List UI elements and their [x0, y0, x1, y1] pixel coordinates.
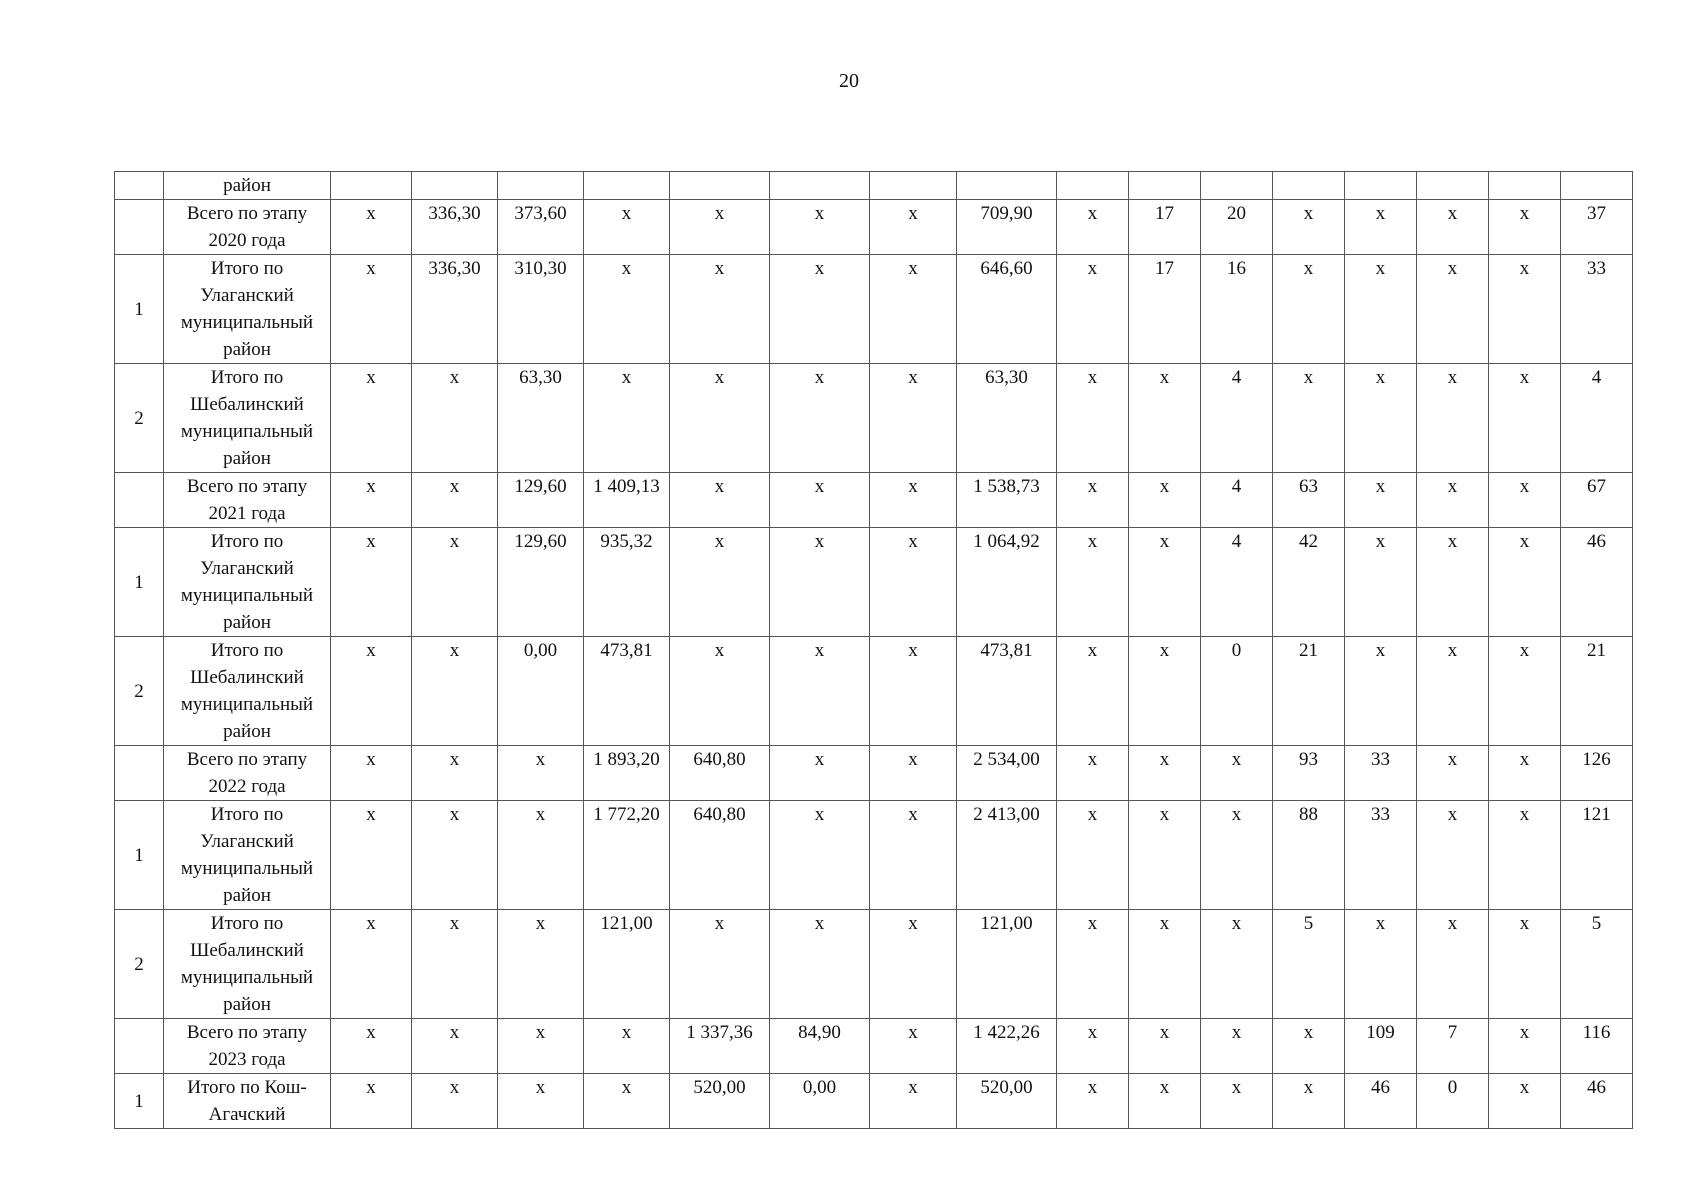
row-number-cell: 2	[115, 364, 164, 473]
value-cell: х	[1129, 1074, 1201, 1129]
value-cell: х	[770, 200, 870, 255]
value-cell: х	[412, 473, 498, 528]
value-cell: х	[1273, 200, 1345, 255]
value-cell: х	[331, 1074, 412, 1129]
row-number-cell	[115, 1019, 164, 1074]
value-cell: х	[1129, 746, 1201, 801]
value-cell: х	[1345, 200, 1417, 255]
value-cell: х	[670, 910, 770, 1019]
value-cell	[1273, 172, 1345, 200]
value-cell: х	[1489, 473, 1561, 528]
table-row	[115, 364, 1633, 473]
value-cell	[331, 172, 412, 200]
value-cell: 1 337,36	[670, 1019, 770, 1074]
value-cell: х	[1345, 910, 1417, 1019]
table-row	[115, 255, 1633, 364]
table-row	[115, 200, 1633, 255]
value-cell: 2 413,00	[957, 801, 1057, 910]
value-cell: х	[870, 637, 957, 746]
value-cell: х	[331, 200, 412, 255]
value-cell: 310,30	[498, 255, 584, 364]
value-cell: х	[331, 528, 412, 637]
row-number-cell: 2	[115, 637, 164, 746]
value-cell: х	[584, 1074, 670, 1129]
value-cell: 33	[1561, 255, 1633, 364]
value-cell: 93	[1273, 746, 1345, 801]
value-cell: х	[870, 910, 957, 1019]
value-cell: 21	[1561, 637, 1633, 746]
value-cell: х	[770, 255, 870, 364]
value-cell	[770, 172, 870, 200]
value-cell: 373,60	[498, 200, 584, 255]
value-cell: х	[870, 1074, 957, 1129]
value-cell: 336,30	[412, 255, 498, 364]
value-cell: 640,80	[670, 746, 770, 801]
value-cell: 63,30	[498, 364, 584, 473]
value-cell: х	[1489, 528, 1561, 637]
value-cell: 21	[1273, 637, 1345, 746]
row-name-cell: Итого по Кош-Агачский	[164, 1074, 331, 1129]
value-cell: х	[1489, 1019, 1561, 1074]
row-name-cell: Всего по этапу 2021 года	[164, 473, 331, 528]
value-cell: х	[331, 1019, 412, 1074]
value-cell: х	[1417, 746, 1489, 801]
value-cell: 0	[1417, 1074, 1489, 1129]
row-name-cell: Всего по этапу 2022 года	[164, 746, 331, 801]
value-cell: х	[498, 1074, 584, 1129]
value-cell: 33	[1345, 746, 1417, 801]
value-cell: х	[584, 200, 670, 255]
value-cell: 63,30	[957, 364, 1057, 473]
value-cell	[870, 172, 957, 200]
value-cell: х	[1417, 473, 1489, 528]
value-cell: 520,00	[670, 1074, 770, 1129]
value-cell: х	[670, 255, 770, 364]
value-cell: 5	[1561, 910, 1633, 1019]
value-cell: х	[1057, 364, 1129, 473]
value-cell: х	[1129, 1019, 1201, 1074]
value-cell: х	[331, 364, 412, 473]
value-cell: 16	[1201, 255, 1273, 364]
value-cell: х	[770, 746, 870, 801]
value-cell: х	[1489, 637, 1561, 746]
value-cell: х	[1057, 801, 1129, 910]
value-cell: х	[770, 801, 870, 910]
value-cell: х	[770, 637, 870, 746]
row-number-cell	[115, 172, 164, 200]
row-number-cell: 1	[115, 801, 164, 910]
row-name-cell: Итого по Улаганский муниципальный район	[164, 255, 331, 364]
value-cell: х	[1057, 746, 1129, 801]
value-cell	[1417, 172, 1489, 200]
value-cell	[957, 172, 1057, 200]
value-cell: 1 538,73	[957, 473, 1057, 528]
page-number: 20	[839, 70, 859, 92]
value-cell: х	[1345, 473, 1417, 528]
value-cell: х	[770, 528, 870, 637]
value-cell: х	[1201, 1074, 1273, 1129]
table-row	[115, 637, 1633, 746]
value-cell: х	[1489, 1074, 1561, 1129]
value-cell: 46	[1345, 1074, 1417, 1129]
value-cell: х	[670, 528, 770, 637]
row-name-cell: Итого по Шебалинский муниципальный район	[164, 637, 331, 746]
value-cell: х	[1129, 473, 1201, 528]
value-cell: х	[1417, 364, 1489, 473]
value-cell: 121,00	[584, 910, 670, 1019]
row-number-cell: 1	[115, 255, 164, 364]
value-cell: х	[1489, 255, 1561, 364]
value-cell: 4	[1201, 364, 1273, 473]
value-cell: х	[1273, 255, 1345, 364]
value-cell: х	[1489, 801, 1561, 910]
value-cell: х	[870, 200, 957, 255]
value-cell: х	[870, 528, 957, 637]
value-cell: х	[1273, 1019, 1345, 1074]
value-cell: 520,00	[957, 1074, 1057, 1129]
value-cell	[670, 172, 770, 200]
table-row	[115, 1019, 1633, 1074]
value-cell: х	[1417, 637, 1489, 746]
row-name-cell: район	[164, 172, 331, 200]
value-cell	[1345, 172, 1417, 200]
value-cell	[584, 172, 670, 200]
value-cell: 63	[1273, 473, 1345, 528]
value-cell: х	[331, 746, 412, 801]
value-cell: х	[331, 637, 412, 746]
value-cell: 67	[1561, 473, 1633, 528]
value-cell: 1 772,20	[584, 801, 670, 910]
value-cell: х	[412, 637, 498, 746]
value-cell: 7	[1417, 1019, 1489, 1074]
value-cell: х	[498, 801, 584, 910]
value-cell: х	[1129, 637, 1201, 746]
value-cell: х	[1273, 364, 1345, 473]
value-cell: х	[498, 746, 584, 801]
value-cell: 17	[1129, 255, 1201, 364]
table-body	[115, 172, 1633, 1129]
value-cell: х	[584, 1019, 670, 1074]
value-cell: х	[770, 910, 870, 1019]
value-cell: х	[1345, 637, 1417, 746]
value-cell: 5	[1273, 910, 1345, 1019]
value-cell: х	[670, 200, 770, 255]
value-cell: х	[1129, 801, 1201, 910]
value-cell: х	[1057, 255, 1129, 364]
value-cell: х	[1489, 364, 1561, 473]
value-cell: х	[498, 1019, 584, 1074]
value-cell: х	[1489, 746, 1561, 801]
value-cell: 17	[1129, 200, 1201, 255]
row-name-cell: Всего по этапу 2020 года	[164, 200, 331, 255]
value-cell: х	[1057, 1019, 1129, 1074]
data-table	[114, 171, 1633, 1129]
table-row	[115, 910, 1633, 1019]
value-cell: х	[412, 1074, 498, 1129]
value-cell: х	[870, 364, 957, 473]
value-cell: х	[1345, 255, 1417, 364]
value-cell: 336,30	[412, 200, 498, 255]
value-cell: х	[1057, 473, 1129, 528]
value-cell: х	[1273, 1074, 1345, 1129]
value-cell	[1489, 172, 1561, 200]
row-name-cell: Итого по Шебалинский муниципальный район	[164, 910, 331, 1019]
value-cell: 88	[1273, 801, 1345, 910]
value-cell: х	[331, 255, 412, 364]
value-cell: х	[331, 910, 412, 1019]
value-cell: х	[1201, 1019, 1273, 1074]
value-cell: 1 422,26	[957, 1019, 1057, 1074]
table-row	[115, 746, 1633, 801]
value-cell: 116	[1561, 1019, 1633, 1074]
value-cell: х	[1129, 910, 1201, 1019]
value-cell: 84,90	[770, 1019, 870, 1074]
value-cell: 646,60	[957, 255, 1057, 364]
row-number-cell	[115, 473, 164, 528]
value-cell: х	[331, 801, 412, 910]
value-cell: х	[870, 255, 957, 364]
value-cell: х	[870, 1019, 957, 1074]
value-cell: 129,60	[498, 528, 584, 637]
value-cell: х	[331, 473, 412, 528]
value-cell	[1201, 172, 1273, 200]
value-cell: 640,80	[670, 801, 770, 910]
value-cell: х	[1129, 364, 1201, 473]
value-cell	[1129, 172, 1201, 200]
row-number-cell	[115, 746, 164, 801]
table-row	[115, 801, 1633, 910]
value-cell: х	[498, 910, 584, 1019]
value-cell: х	[770, 364, 870, 473]
row-name-cell: Всего по этапу 2023 года	[164, 1019, 331, 1074]
row-name-cell: Итого по Улаганский муниципальный район	[164, 801, 331, 910]
row-number-cell	[115, 200, 164, 255]
value-cell: х	[1345, 364, 1417, 473]
value-cell: 4	[1201, 473, 1273, 528]
value-cell: х	[1417, 528, 1489, 637]
value-cell: х	[412, 801, 498, 910]
value-cell: 709,90	[957, 200, 1057, 255]
value-cell: 1 064,92	[957, 528, 1057, 637]
value-cell: х	[1417, 255, 1489, 364]
value-cell	[412, 172, 498, 200]
value-cell	[1057, 172, 1129, 200]
value-cell: х	[1417, 801, 1489, 910]
value-cell: 473,81	[584, 637, 670, 746]
value-cell: х	[1129, 528, 1201, 637]
value-cell: 2 534,00	[957, 746, 1057, 801]
value-cell: х	[412, 910, 498, 1019]
value-cell: х	[1417, 200, 1489, 255]
table-row	[115, 473, 1633, 528]
value-cell: 0	[1201, 637, 1273, 746]
value-cell: х	[1489, 910, 1561, 1019]
value-cell: 46	[1561, 528, 1633, 637]
row-name-cell: Итого по Шебалинский муниципальный район	[164, 364, 331, 473]
row-number-cell: 1	[115, 528, 164, 637]
value-cell: 33	[1345, 801, 1417, 910]
value-cell: 37	[1561, 200, 1633, 255]
value-cell: 4	[1201, 528, 1273, 637]
value-cell: 473,81	[957, 637, 1057, 746]
value-cell: х	[1345, 528, 1417, 637]
value-cell: х	[1201, 910, 1273, 1019]
value-cell: х	[670, 364, 770, 473]
value-cell: 20	[1201, 200, 1273, 255]
value-cell: 4	[1561, 364, 1633, 473]
row-number-cell: 2	[115, 910, 164, 1019]
value-cell: х	[584, 364, 670, 473]
value-cell: х	[412, 528, 498, 637]
row-name-cell: Итого по Улаганский муниципальный район	[164, 528, 331, 637]
row-number-cell: 1	[115, 1074, 164, 1129]
value-cell: 121	[1561, 801, 1633, 910]
value-cell: х	[870, 801, 957, 910]
value-cell: х	[412, 1019, 498, 1074]
value-cell: х	[1057, 528, 1129, 637]
value-cell: х	[670, 473, 770, 528]
value-cell: х	[870, 473, 957, 528]
value-cell: 42	[1273, 528, 1345, 637]
value-cell: х	[1201, 801, 1273, 910]
value-cell: х	[1417, 910, 1489, 1019]
value-cell: х	[1489, 200, 1561, 255]
value-cell: х	[1057, 910, 1129, 1019]
value-cell: 0,00	[498, 637, 584, 746]
value-cell: х	[1057, 1074, 1129, 1129]
value-cell: х	[1057, 637, 1129, 746]
value-cell: х	[1201, 746, 1273, 801]
value-cell: 0,00	[770, 1074, 870, 1129]
value-cell: х	[870, 746, 957, 801]
value-cell: х	[770, 473, 870, 528]
table-row	[115, 172, 1633, 200]
value-cell: х	[670, 637, 770, 746]
value-cell: 46	[1561, 1074, 1633, 1129]
table-row	[115, 528, 1633, 637]
value-cell: 126	[1561, 746, 1633, 801]
value-cell: х	[412, 364, 498, 473]
value-cell: 935,32	[584, 528, 670, 637]
value-cell: 1 893,20	[584, 746, 670, 801]
value-cell: х	[412, 746, 498, 801]
value-cell: 129,60	[498, 473, 584, 528]
table-row	[115, 1074, 1633, 1129]
value-cell	[1561, 172, 1633, 200]
value-cell	[498, 172, 584, 200]
value-cell: 121,00	[957, 910, 1057, 1019]
value-cell: х	[584, 255, 670, 364]
value-cell: 109	[1345, 1019, 1417, 1074]
value-cell: 1 409,13	[584, 473, 670, 528]
value-cell: х	[1057, 200, 1129, 255]
